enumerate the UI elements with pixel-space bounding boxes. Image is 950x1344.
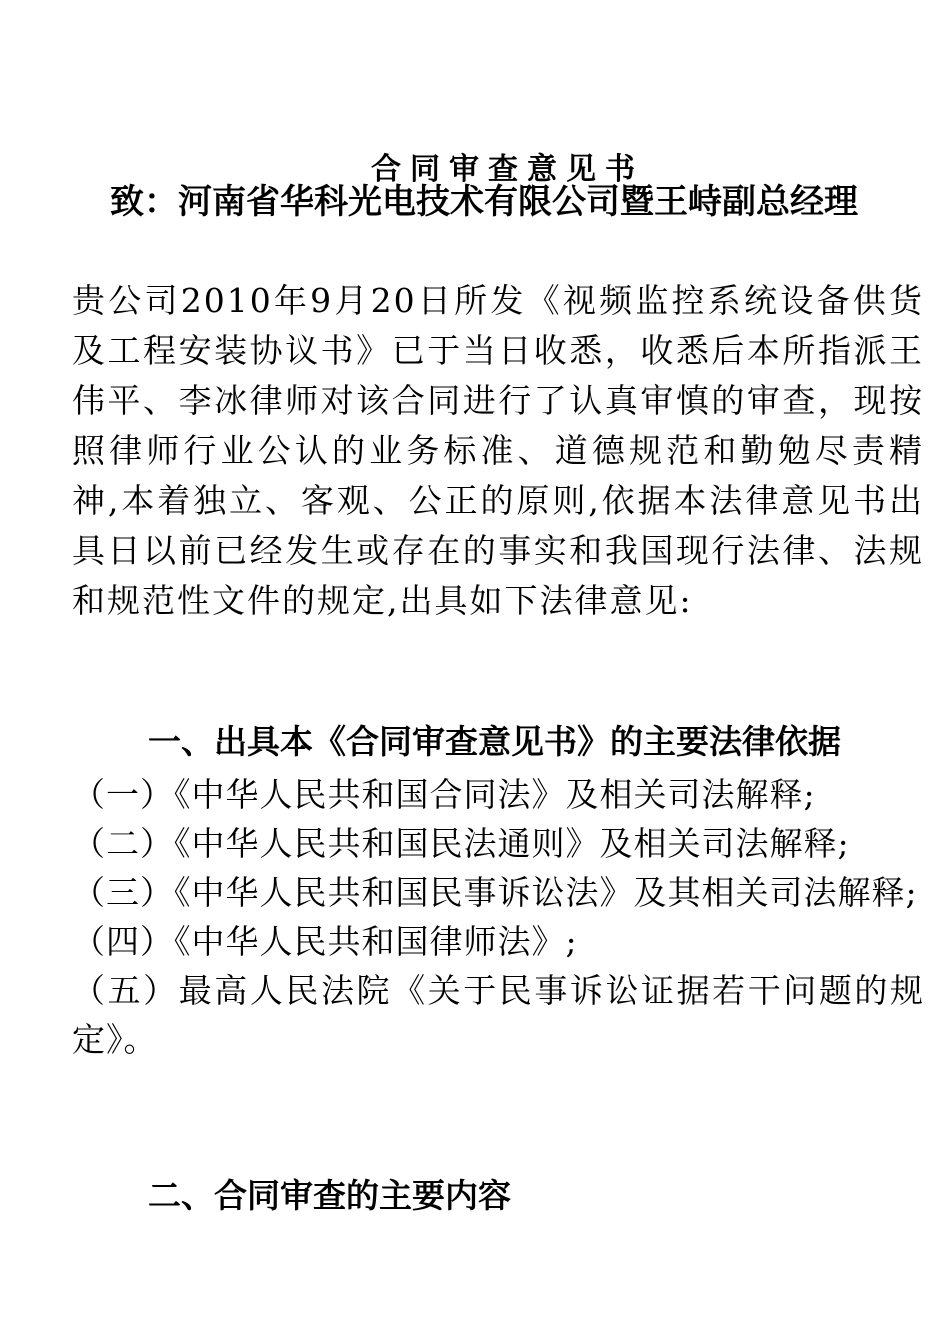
legal-basis-item: （一）《中华人民共和国合同法》及相关司法解释; — [72, 775, 816, 814]
section-heading-review-content: 二、合同审查的主要内容 — [148, 1176, 511, 1215]
legal-basis-item: （四）《中华人民共和国律师法》; — [72, 922, 578, 961]
document-title: 合同审查意见书 — [371, 152, 644, 188]
section-heading-legal-basis: 一、出具本《合同审查意见书》的主要法律依据 — [148, 722, 841, 761]
intro-paragraph: 贵公司2010年9月20日所发《视频监控系统设备供货及工程安装协议书》已于当日收悉，收悉后本所指派王伟平、李冰律师对该合同进行了认真审慎的审查，现按照律师行业公认的业务标准、道德规范和勤勉尽责精神,本着独立、客观、公正的原则,依据本法律意见书出具日以前已经发生或存在的事实和我国现行法律、法规和规范性文件的规定,出具如下法律意见: — [72, 281, 924, 620]
legal-basis-list — [72, 770, 924, 1064]
legal-basis-item: （二）《中华人民共和国民法通则》及相关司法解释; — [72, 824, 850, 863]
legal-basis-item: （三）《中华人民共和国民事诉讼法》及其相关司法解释; — [72, 873, 918, 912]
recipient-line: 致：河南省华科光电技术有限公司暨王峙副总经理 — [110, 182, 858, 222]
legal-basis-item: （五）最高人民法院《关于民事诉讼证据若干问题的规定》。 — [72, 971, 924, 1059]
